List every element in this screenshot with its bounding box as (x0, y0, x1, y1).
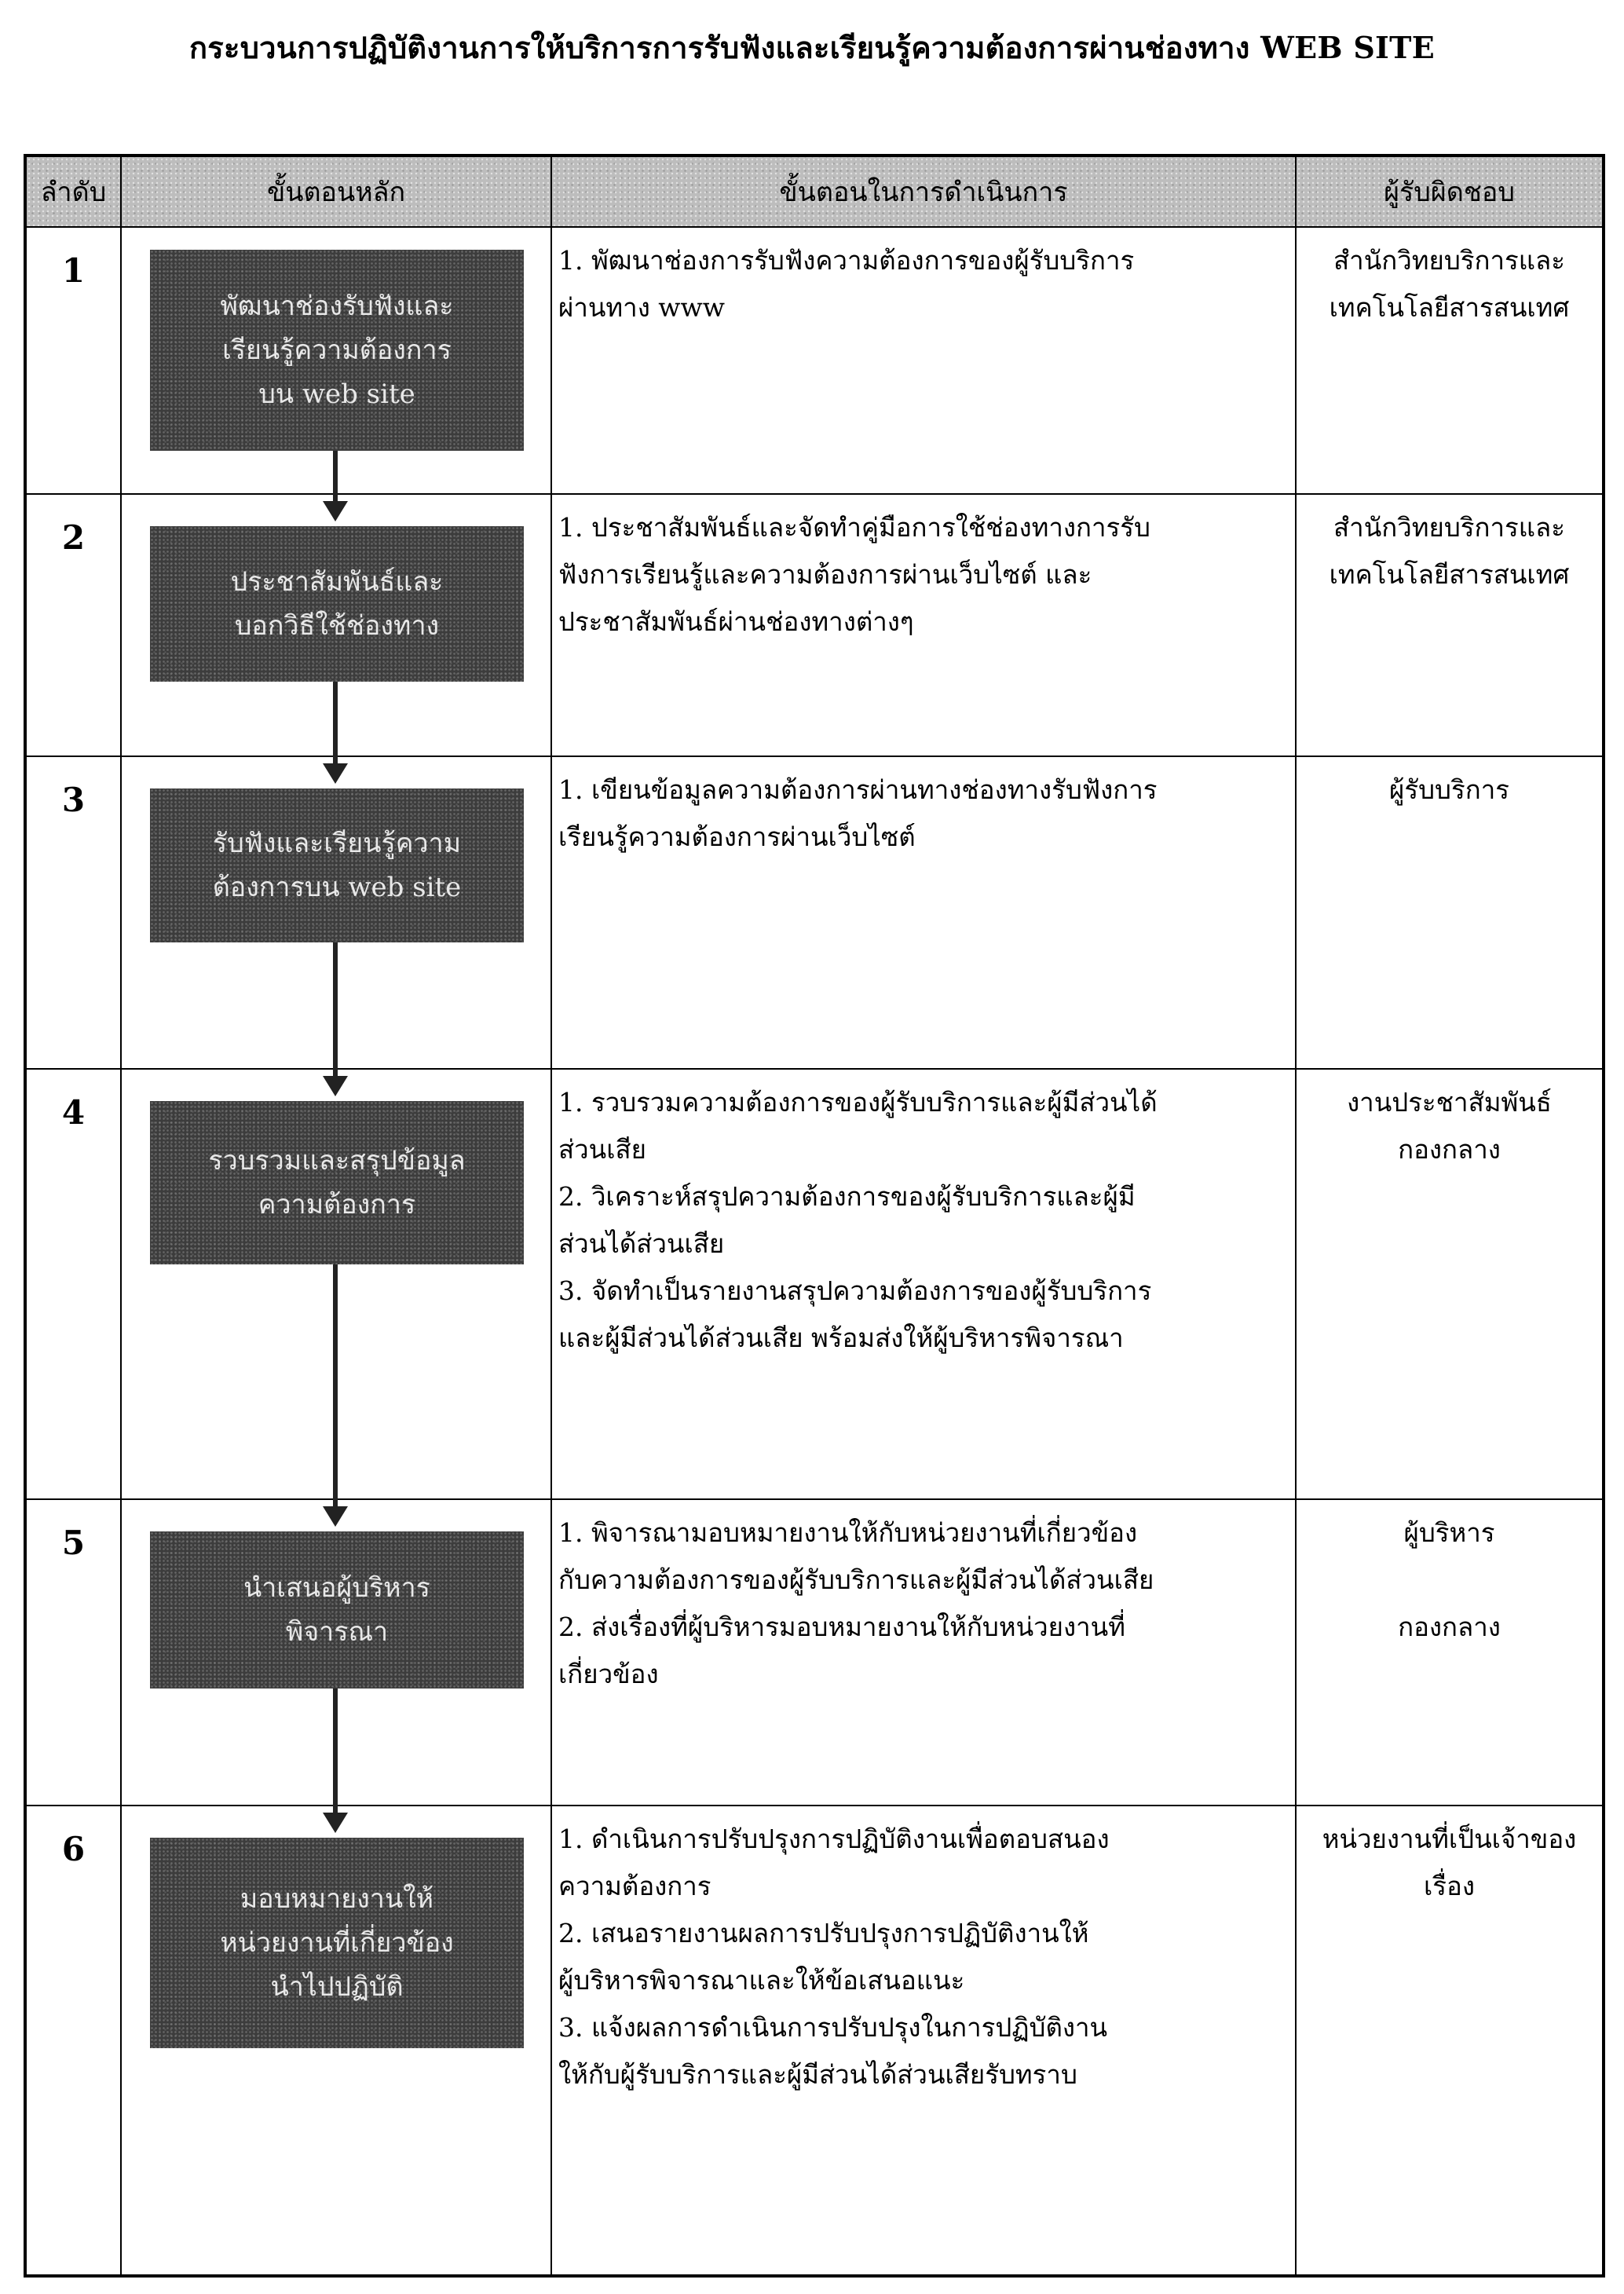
table-row (25, 1069, 1604, 1499)
owner-cell (1296, 1806, 1604, 2276)
flow-box-text: รวบรวมและสรุปข้อมูล (208, 1145, 466, 1176)
procedure-cell (551, 1499, 1296, 1806)
procedure-line: ผู้บริหารพิจารณาและให้ข้อเสนอแนะ (558, 1965, 965, 1996)
owner-line: สำนักวิทยบริการและ (1333, 245, 1565, 276)
header-procedure: ขั้นตอนในการดำเนินการ (551, 155, 1296, 227)
flow-box-text: พัฒนาช่องรับฟังและ (220, 291, 454, 322)
procedure-line: ฟังการเรียนรู้และความต้องการผ่านเว็บไซต์ และ (558, 559, 1092, 590)
owner-line: กองกลาง (1398, 1134, 1501, 1165)
procedure-line: ให้กับผู้รับบริการและผู้มีส่วนได้ส่วนเสียรับทราบ (558, 2059, 1077, 2090)
procedure-cell (551, 1806, 1296, 2276)
procedure-cell (551, 756, 1296, 1069)
owner-line: สำนักวิทยบริการและ (1333, 512, 1565, 543)
arrow-down-icon (323, 1076, 348, 1096)
procedure-line: กับความต้องการของผู้รับบริการและผู้มีส่วนได้ส่วนเสีย (558, 1564, 1154, 1595)
table-row (25, 227, 1604, 494)
owner-cell (1296, 227, 1604, 494)
procedure-cell (551, 1069, 1296, 1499)
owner-cell (1296, 756, 1604, 1069)
flow-box-text: ความต้องการ (258, 1189, 416, 1220)
flow-connector (333, 942, 338, 1070)
main-step-cell (121, 1499, 551, 1806)
procedure-line: ส่วนเสีย (558, 1134, 646, 1165)
procedure-line: ความต้องการ (558, 1871, 711, 1901)
header-main-step: ขั้นตอนหลัก (121, 155, 551, 227)
owner-line: เทคโนโลยีสารสนเทศ (1329, 292, 1570, 323)
flow-connector (333, 682, 338, 757)
flow-box-text: มอบหมายงานให้ (240, 1883, 434, 1915)
table-row (25, 756, 1604, 1069)
header-no: ลำดับ (25, 155, 121, 227)
procedure-line: 2. วิเคราะห์สรุปความต้องการของผู้รับบริการและผู้มี (558, 1181, 1136, 1212)
table-row (25, 494, 1604, 756)
flow-box-text: รับฟังและเรียนรู้ความ (212, 828, 462, 859)
main-step-cell (121, 227, 551, 494)
owner-cell (1296, 1499, 1604, 1806)
flow-box-text: บน web site (258, 379, 415, 410)
procedure-line: 3. จัดทำเป็นรายงานสรุปความต้องการของผู้รับบริการ (558, 1275, 1152, 1306)
owner-cell (1296, 494, 1604, 756)
main-step-cell (121, 1069, 551, 1499)
flow-box (150, 1838, 524, 2048)
procedure-line: ส่วนได้ส่วนเสีย (558, 1228, 725, 1259)
owner-line: เทคโนโลยีสารสนเทศ (1329, 559, 1570, 590)
owner-line: งานประชาสัมพันธ์ (1347, 1087, 1552, 1118)
procedure-cell (551, 227, 1296, 494)
process-table (24, 154, 1605, 2278)
procedure-line: เกี่ยวข้อง (558, 1659, 659, 1689)
flow-box (150, 1531, 524, 1688)
procedure-line: 1. พิจารณามอบหมายงานให้กับหน่วยงานที่เกี่ยวข้อง (558, 1517, 1138, 1548)
arrow-down-icon (323, 1813, 348, 1833)
owner-line (1297, 1557, 1602, 1604)
procedure-line: 1. รวบรวมความต้องการของผู้รับบริการและผู้มีส่วนได้ (558, 1087, 1158, 1118)
owner-line: เรื่อง (1424, 1871, 1475, 1901)
step-number: 1 (25, 227, 121, 494)
procedure-cell (551, 494, 1296, 756)
procedure-line: 2. เสนอรายงานผลการปรับปรุงการปฏิบัติงานให้ (558, 1918, 1089, 1948)
owner-line: ผู้บริหาร (1403, 1517, 1495, 1548)
flow-box (150, 250, 524, 451)
flow-box-text: ประชาสัมพันธ์และ (230, 566, 444, 598)
flow-connector (333, 1688, 338, 1806)
step-number: 2 (25, 494, 121, 756)
flow-box (150, 788, 524, 942)
owner-line: กองกลาง (1398, 1612, 1501, 1642)
flow-connector (333, 1264, 338, 1500)
owner-cell (1296, 1069, 1604, 1499)
flow-box-text: พิจารณา (285, 1616, 389, 1648)
arrow-down-icon (323, 501, 348, 521)
arrow-down-icon (323, 763, 348, 784)
flow-connector (333, 451, 338, 495)
procedure-line: 1. เขียนข้อมูลความต้องการผ่านทางช่องทางรับฟังการ (558, 774, 1158, 805)
header-owner: ผู้รับผิดชอบ (1296, 155, 1604, 227)
procedure-line: 1. พัฒนาช่องการรับฟังความต้องการของผู้รับบริการ (558, 245, 1135, 276)
flow-box-text: ต้องการบน web site (212, 872, 462, 903)
flow-box-text: เรียนรู้ความต้องการ (222, 335, 452, 366)
main-step-cell (121, 756, 551, 1069)
procedure-line: 1. ประชาสัมพันธ์และจัดทำคู่มือการใช้ช่องทางการรับ (558, 512, 1150, 543)
step-number: 4 (25, 1069, 121, 1499)
procedure-line: และผู้มีส่วนได้ส่วนเสีย พร้อมส่งให้ผู้บริหารพิจารณา (558, 1323, 1124, 1353)
flow-box-text: บอกวิธีใช้ช่องทาง (234, 610, 440, 642)
table-row (25, 1806, 1604, 2276)
main-step-cell (121, 1806, 551, 2276)
flow-box (150, 1101, 524, 1264)
table-row (25, 1499, 1604, 1806)
step-number: 5 (25, 1499, 121, 1806)
owner-line: ผู้รับบริการ (1389, 774, 1509, 805)
flow-box (150, 526, 524, 682)
procedure-line: 2. ส่งเรื่องที่ผู้บริหารมอบหมายงานให้กับหน่วยงานที่ (558, 1612, 1125, 1642)
document-title: กระบวนการปฏิบัติงานการให้บริการการรับฟังและเรียนรู้ความต้องการผ่านช่องทาง WEB SITE (189, 30, 1435, 65)
procedure-line: 3. แจ้งผลการดำเนินการปรับปรุงในการปฏิบัติงาน (558, 2012, 1108, 2043)
main-step-cell (121, 494, 551, 756)
arrow-down-icon (323, 1506, 348, 1527)
flow-box-text: นำไปปฏิบัติ (270, 1971, 404, 2003)
procedure-line: ประชาสัมพันธ์ผ่านช่องทางต่างๆ (558, 606, 914, 637)
step-number: 3 (25, 756, 121, 1069)
procedure-line: ผ่านทาง www (558, 292, 726, 323)
procedure-line: เรียนรู้ความต้องการผ่านเว็บไซต์ (558, 821, 916, 852)
owner-line: หน่วยงานที่เป็นเจ้าของ (1322, 1824, 1577, 1854)
header-row (25, 155, 1604, 227)
step-number: 6 (25, 1806, 121, 2276)
flow-box-text: หน่วยงานที่เกี่ยวข้อง (220, 1927, 454, 1959)
procedure-line: 1. ดำเนินการปรับปรุงการปฏิบัติงานเพื่อตอบสนอง (558, 1824, 1110, 1854)
flow-box-text: นำเสนอผู้บริหาร (243, 1572, 430, 1604)
